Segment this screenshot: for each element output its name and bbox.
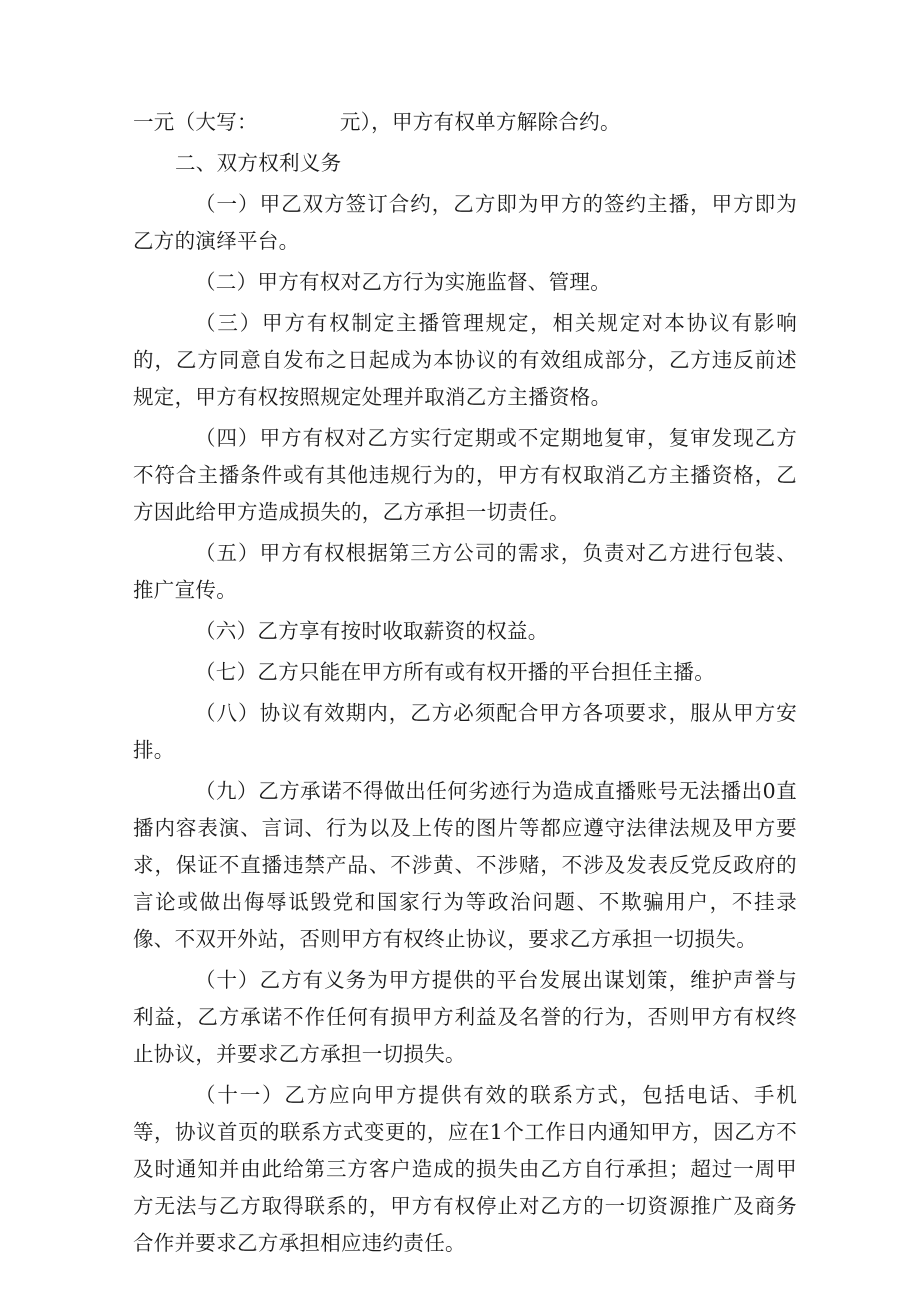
clause-4: （四）甲方有权对乙方实行定期或不定期地复审，复审发现乙方不符合主播条件或有其他违规行为的，甲方有权取消乙方主播资格，乙方因此给甲方造成损失的，乙方承担一切责任。 <box>133 426 797 524</box>
section-heading: 二、双方权利义务 <box>175 151 342 175</box>
clause-10: （十）乙方有义务为甲方提供的平台发展出谋划策，维护声誉与利益，乙方承诺不作任何有损甲方利益及名誉的行为，否则甲方有权终止协议，并要求乙方承担一切损失。 <box>133 968 797 1066</box>
document-body <box>133 104 797 1262</box>
opening-line <box>133 104 797 141</box>
clause-5: （五）甲方有权根据第三方公司的需求，负责对乙方进行包装、推广宣传。 <box>133 541 797 602</box>
clause-1: （一）甲乙双方签订合约，乙方即为甲方的签约主播，甲方即为乙方的演绎平台。 <box>133 192 797 253</box>
clause-2: （二）甲方有权对乙方行为实施监督、管理。 <box>195 270 611 294</box>
opening-line-end: 元），甲方有权单方解除合约。 <box>339 110 621 134</box>
clause-7: （七）乙方只能在甲方所有或有权开播的平台担任主播。 <box>195 660 715 684</box>
opening-line-start: 一元（大写： <box>133 110 258 134</box>
clause-6: （六）乙方享有按时收取薪资的权益。 <box>195 619 549 643</box>
clause-9: （九）乙方承诺不得做出任何劣迹行为造成直播账号无法播出0直播内容表演、言词、行为以及上传的图片等都应遵守法律法规及甲方要求，保证不直播违禁产品、不涉黄、不涉赌，不涉及发表反党反政府的言论或做出侮辱诋毁党和国家行为等政治问题、不欺骗用户，不挂录像、不双开外站，否则甲方有权终止协议，要求乙方承担一切损失。 <box>133 779 797 951</box>
clause-11: （十一）乙方应向甲方提供有效的联系方式，包括电话、手机等，协议首页的联系方式变更的，应在1个工作日内通知甲方，因乙方不及时通知并由此给第三方客户造成的损失由乙方自行承担；超过一周甲方无法与乙方取得联系的，甲方有权停止对乙方的一切资源推广及商务合作并要求乙方承担相应违约责任。 <box>133 1083 797 1255</box>
clause-3: （三）甲方有权制定主播管理规定，相关规定对本协议有影响的，乙方同意自发布之日起成为本协议的有效组成部分，乙方违反前述规定，甲方有权按照规定处理并取消乙方主播资格。 <box>133 311 797 409</box>
clause-8: （八）协议有效期内，乙方必须配合甲方各项要求，服从甲方安排。 <box>133 701 797 762</box>
